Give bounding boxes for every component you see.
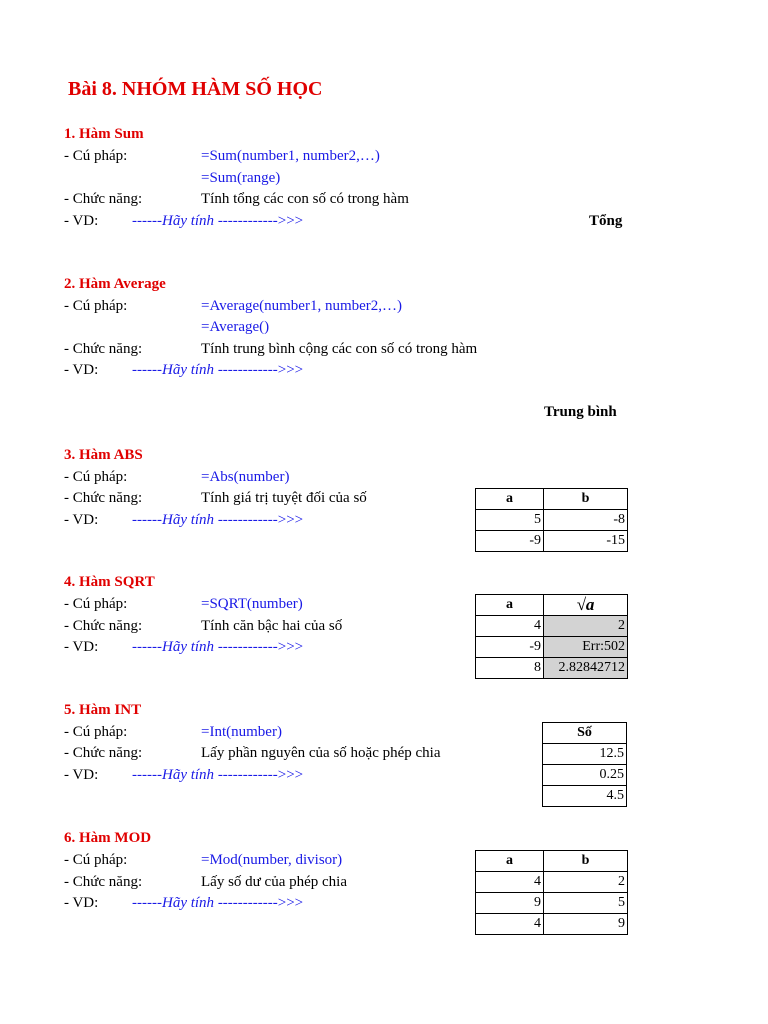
example-label: - VD: [64, 512, 99, 528]
sqrt-example-table [475, 594, 628, 679]
table-cell[interactable]: 4.5 [543, 786, 627, 807]
section-title-int: 5. Hàm INT [64, 702, 142, 718]
table-cell[interactable]: Err:502 [544, 637, 628, 658]
example-label: - VD: [64, 895, 99, 911]
example-prompt: ------Hãy tính ------------>>> [132, 213, 304, 229]
header-cell: b [544, 489, 628, 510]
syntax-formula: =Mod(number, divisor) [201, 852, 343, 868]
function-label: - Chức năng: [64, 490, 143, 506]
sqrt-header-cell: √a [544, 595, 628, 616]
header-cell: a [476, 851, 544, 872]
table-row [543, 765, 627, 786]
function-description: Lấy số dư của phép chia [201, 874, 347, 890]
syntax-formula: =SQRT(number) [201, 596, 303, 612]
header-cell: a [476, 489, 544, 510]
int-example-table [542, 722, 627, 807]
syntax-formula: =Abs(number) [201, 469, 290, 485]
table-cell[interactable]: -9 [476, 637, 544, 658]
syntax-formula: =Average(number1, number2,…) [201, 298, 403, 314]
table-row [476, 510, 628, 531]
example-prompt: ------Hãy tính ------------>>> [132, 512, 304, 528]
table-row [543, 744, 627, 765]
syntax-label: - Cú pháp: [64, 852, 128, 868]
example-label: - VD: [64, 639, 99, 655]
table-cell[interactable]: 8 [476, 658, 544, 679]
section-title-sum: 1. Hàm Sum [64, 126, 144, 142]
syntax-label: - Cú pháp: [64, 596, 128, 612]
result-label-sum: Tổng [589, 213, 623, 229]
table-cell[interactable]: 2 [544, 616, 628, 637]
example-label: - VD: [64, 362, 99, 378]
table-cell[interactable]: 4 [476, 616, 544, 637]
function-label: - Chức năng: [64, 745, 143, 761]
syntax-formula-alt: =Sum(range) [201, 170, 281, 186]
table-cell[interactable]: -15 [544, 531, 628, 552]
function-label: - Chức năng: [64, 618, 143, 634]
table-row [476, 893, 628, 914]
header-cell: Số [543, 723, 627, 744]
syntax-label: - Cú pháp: [64, 469, 128, 485]
table-row [476, 531, 628, 552]
section-title-mod: 6. Hàm MOD [64, 830, 152, 846]
abs-example-table [475, 488, 628, 552]
table-cell[interactable]: -8 [544, 510, 628, 531]
result-label-average: Trung bình [544, 404, 617, 420]
function-description: Tính giá trị tuyệt đối của số [201, 490, 367, 506]
function-description: Lấy phần nguyên của số hoặc phép chia [201, 745, 441, 761]
example-prompt: ------Hãy tính ------------>>> [132, 767, 304, 783]
table-cell[interactable]: 2.82842712 [544, 658, 628, 679]
table-row [476, 637, 628, 658]
section-title-abs: 3. Hàm ABS [64, 447, 143, 463]
syntax-formula: =Int(number) [201, 724, 282, 740]
table-cell[interactable]: 2 [544, 872, 628, 893]
mod-example-table [475, 850, 628, 935]
function-description: Tính tổng các con số có trong hàm [201, 191, 409, 207]
function-label: - Chức năng: [64, 341, 143, 357]
syntax-label: - Cú pháp: [64, 298, 128, 314]
function-description: Tính căn bậc hai của số [201, 618, 343, 634]
table-row [476, 914, 628, 935]
syntax-label: - Cú pháp: [64, 724, 128, 740]
syntax-formula: =Sum(number1, number2,…) [201, 148, 380, 164]
section-title-average: 2. Hàm Average [64, 276, 166, 292]
example-label: - VD: [64, 213, 99, 229]
function-label: - Chức năng: [64, 874, 143, 890]
table-cell[interactable]: 5 [544, 893, 628, 914]
section-title-sqrt: 4. Hàm SQRT [64, 574, 155, 590]
page-title: Bài 8. NHÓM HÀM SỐ HỌC [68, 78, 323, 100]
table-cell[interactable]: 0.25 [543, 765, 627, 786]
table-cell[interactable]: 12.5 [543, 744, 627, 765]
example-prompt: ------Hãy tính ------------>>> [132, 362, 304, 378]
syntax-label: - Cú pháp: [64, 148, 128, 164]
table-cell[interactable]: 4 [476, 872, 544, 893]
function-description: Tính trung bình cộng các con số có trong hàm [201, 341, 478, 357]
table-cell[interactable]: 5 [476, 510, 544, 531]
header-cell: b [544, 851, 628, 872]
table-row [476, 872, 628, 893]
table-row [543, 786, 627, 807]
table-row [476, 658, 628, 679]
header-cell: a [476, 595, 544, 616]
example-prompt: ------Hãy tính ------------>>> [132, 895, 304, 911]
table-cell[interactable]: 9 [476, 893, 544, 914]
syntax-formula-alt: =Average() [201, 319, 270, 335]
example-label: - VD: [64, 767, 99, 783]
example-prompt: ------Hãy tính ------------>>> [132, 639, 304, 655]
table-cell[interactable]: -9 [476, 531, 544, 552]
table-cell[interactable]: 4 [476, 914, 544, 935]
function-label: - Chức năng: [64, 191, 143, 207]
table-row [476, 616, 628, 637]
table-cell[interactable]: 9 [544, 914, 628, 935]
